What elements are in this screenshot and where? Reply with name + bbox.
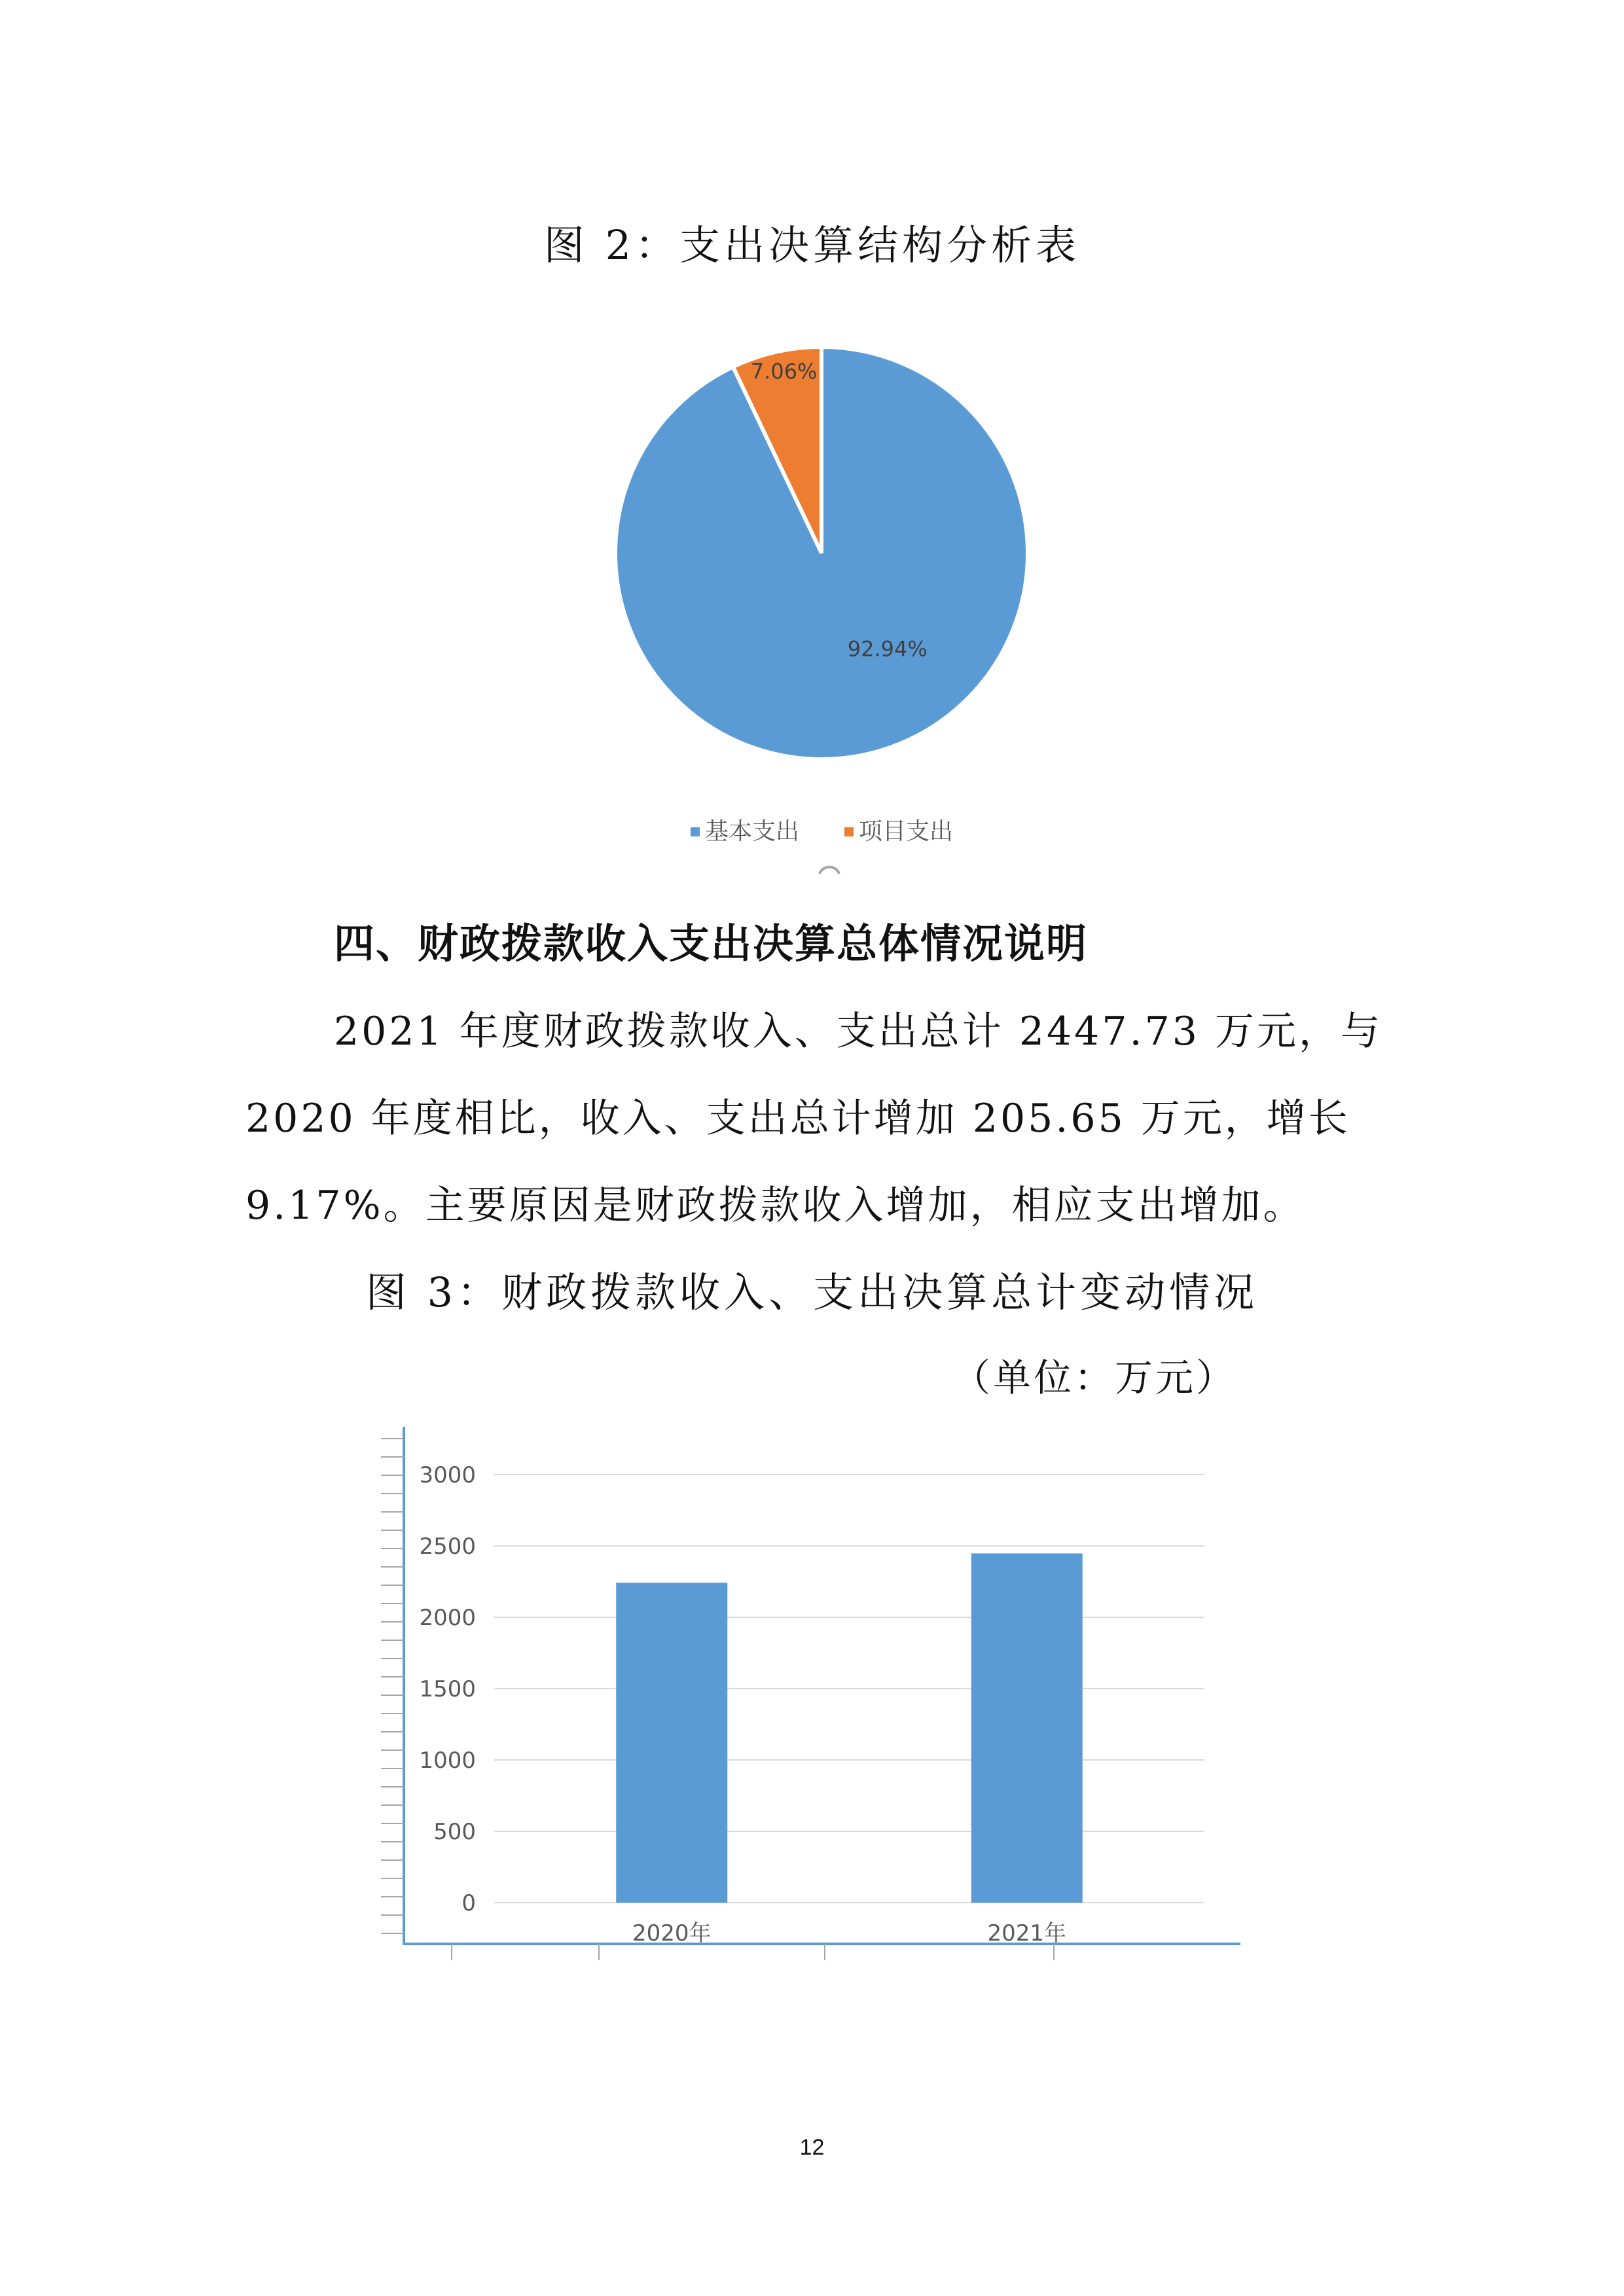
y-tick-label: 0: [461, 1890, 476, 1916]
x-tick-label: 2021年: [987, 1920, 1067, 1946]
figure-2-title: 图 2：支出决算结构分析表: [543, 221, 1081, 269]
expenditure-structure-pie-chart: [589, 347, 1034, 897]
bar-2021年: [971, 1553, 1083, 1903]
unit-label: （单位：万元）: [952, 1355, 1237, 1400]
figure-3-title: 图 3：财政拨款收入、支出决算总计变动情况: [365, 1268, 1259, 1316]
y-tick-label: 1000: [419, 1748, 476, 1774]
paragraph-line-3: 9.17%。主要原因是财政拨款收入增加，相应支出增加。: [245, 1183, 1305, 1229]
section-4-heading: 四、财政拨款收入支出决算总体情况说明: [334, 920, 1089, 967]
page-number: 12: [799, 2135, 825, 2160]
y-tick-label: 2500: [419, 1534, 476, 1560]
total-change-bar-chart: [367, 1420, 1257, 1977]
resize-handle-icon: [820, 867, 839, 874]
pie-slice-basic-expenditure: [615, 347, 1028, 759]
pie-data-label: 7.06%: [750, 359, 818, 384]
y-tick-label: 2000: [419, 1605, 476, 1631]
paragraph-line-1: 2021 年度财政拨款收入、支出总计 2447.73 万元，与: [334, 1009, 1383, 1054]
paragraph-line-2: 2020 年度相比，收入、支出总计增加 205.65 万元，增长: [245, 1096, 1350, 1141]
x-tick-label: 2020年: [632, 1920, 712, 1946]
y-tick-label: 1500: [419, 1676, 476, 1702]
y-tick-label: 3000: [419, 1462, 476, 1488]
legend-marker: [844, 827, 854, 836]
legend-marker: [691, 827, 700, 836]
bar-2020年: [616, 1583, 727, 1903]
pie-data-label: 92.94%: [847, 636, 928, 662]
legend-label: 项目支出: [859, 818, 954, 845]
legend-label: 基本支出: [705, 818, 800, 845]
y-tick-label: 500: [433, 1819, 476, 1845]
